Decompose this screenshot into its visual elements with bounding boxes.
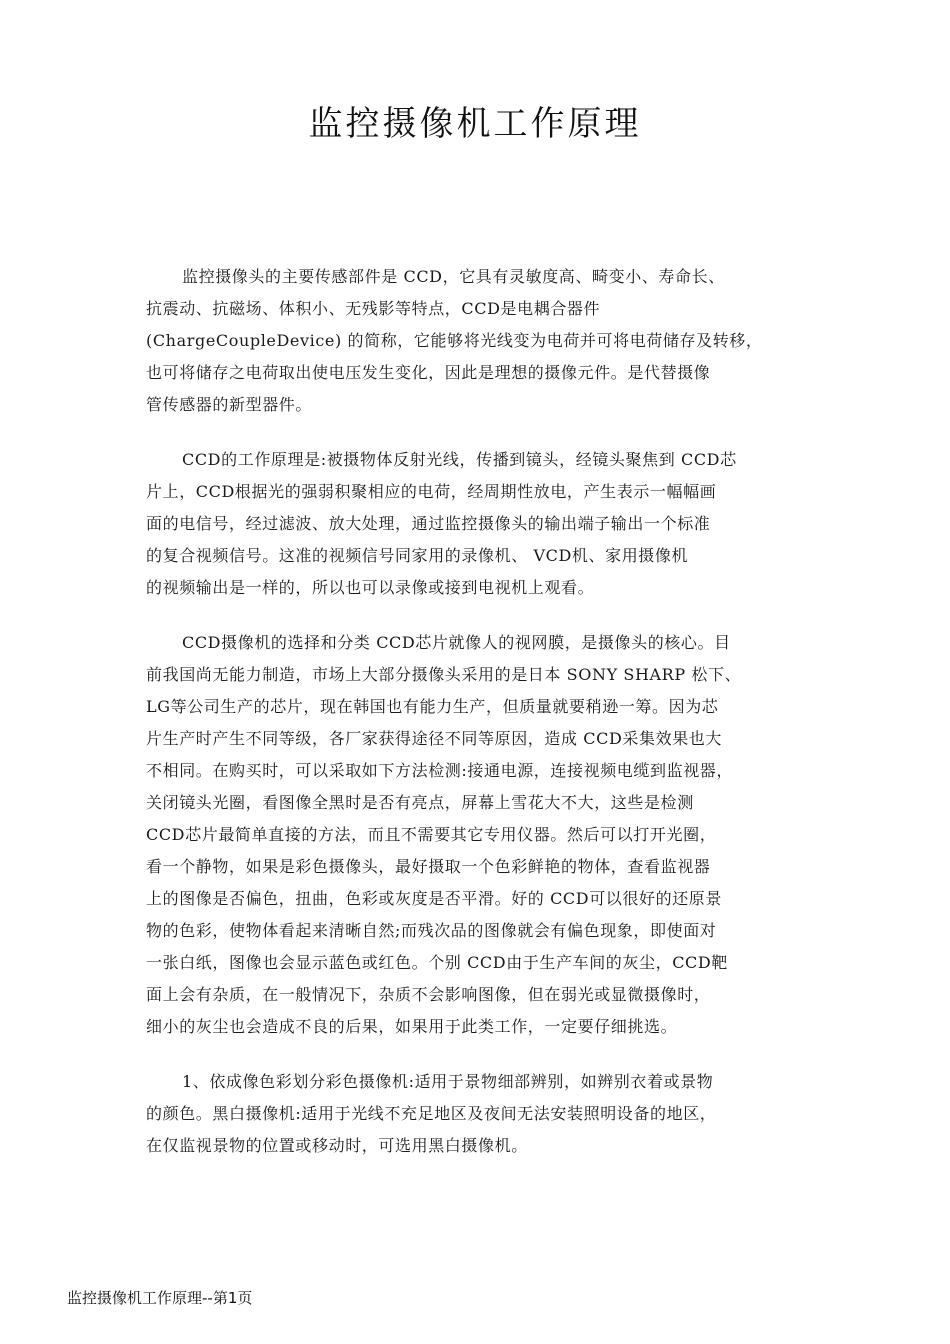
text-line: 在仅监视景物的位置或移动时，可选用黑白摄像机。 (146, 1136, 528, 1155)
text-line: 面上会有杂质，在一般情况下，杂质不会影响图像，但在弱光或显微摄像时， (146, 985, 711, 1004)
text-line: 关闭镜头光圈，看图像全黑时是否有亮点，屏幕上雪花大不大，这些是检测 (146, 793, 694, 812)
text-line: 也可将储存之电荷取出使电压发生变化，因此是理想的摄像元件。是代替摄像 (146, 363, 711, 382)
paragraph-color-classification (146, 1066, 816, 1162)
text-line: CCD芯片最简单直接的方法，而且不需要其它专用仪器。然后可以打开光圈， (146, 825, 717, 844)
text-line: 的复合视频信号。这准的视频信号同家用的录像机、 VCD机、家用摄像机 (146, 546, 689, 565)
text-line: CCD的工作原理是:被摄物体反射光线，传播到镜头，经镜头聚焦到 CCD芯 (182, 450, 737, 469)
text-line: (ChargeCoupleDevice) 的简称，它能够将光线变为电荷并可将电荷储存及转移， (146, 331, 763, 350)
text-line: 上的图像是否偏色，扭曲，色彩或灰度是否平滑。好的 CCD可以很好的还原景 (146, 889, 722, 908)
text-line: 的颜色。黑白摄像机:适用于光线不充足地区及夜间无法安装照明设备的地区， (146, 1104, 717, 1123)
text-line: 一张白纸，图像也会显示蓝色或红色。个别 CCD由于生产车间的灰尘，CCD靶 (146, 953, 728, 972)
paragraph-ccd-principle (146, 444, 816, 604)
text-line: LG等公司生产的芯片，现在韩国也有能力生产，但质量就要稍逊一筹。因为芯 (146, 697, 719, 716)
text-line: 看一个静物，如果是彩色摄像头，最好摄取一个色彩鲜艳的物体，查看监视器 (146, 857, 711, 876)
paragraph-ccd-intro (146, 261, 816, 421)
text-line: 片上，CCD根据光的强弱积聚相应的电荷，经周期性放电，产生表示一幅幅画 (146, 482, 717, 501)
text-line: CCD摄像机的选择和分类 CCD芯片就像人的视网膜，是摄像头的核心。目 (182, 633, 731, 652)
text-line: 的视频输出是一样的，所以也可以录像或接到电视机上观看。 (146, 578, 595, 597)
text-line: 片生产时产生不同等级，各厂家获得途径不同等原因，造成 CCD采集效果也大 (146, 729, 722, 748)
page-footer: 监控摄像机工作原理--第1页 (67, 1289, 253, 1307)
text-line: 物的色彩，使物体看起来清晰自然;而残次品的图像就会有偏色现象，即使面对 (146, 921, 717, 940)
paragraph-ccd-selection (146, 627, 816, 1043)
text-line: 面的电信号，经过滤波、放大处理，通过监控摄像头的输出端子输出一个标准 (146, 514, 711, 533)
document-body (146, 261, 816, 1185)
text-line: 管传感器的新型器件。 (146, 395, 313, 414)
page-title: 监控摄像机工作原理 (308, 104, 642, 144)
text-line: 监控摄像头的主要传感部件是 CCD，它具有灵敏度高、畸变小、寿命长、 (182, 267, 725, 286)
text-line: 前我国尚无能力制造，市场上大部分摄像头采用的是日本 SONY SHARP 松下、 (146, 665, 742, 684)
text-line: 抗震动、抗磁场、体积小、无残影等特点，CCD是电耦合器件 (146, 299, 601, 318)
text-line: 1、依成像色彩划分彩色摄像机:适用于景物细部辨别，如辨别衣着或景物 (182, 1072, 714, 1091)
text-line: 细小的灰尘也会造成不良的后果，如果用于此类工作，一定要仔细挑选。 (146, 1017, 678, 1036)
text-line: 不相同。在购买时，可以采取如下方法检测:接通电源，连接视频电缆到监视器， (146, 761, 733, 780)
